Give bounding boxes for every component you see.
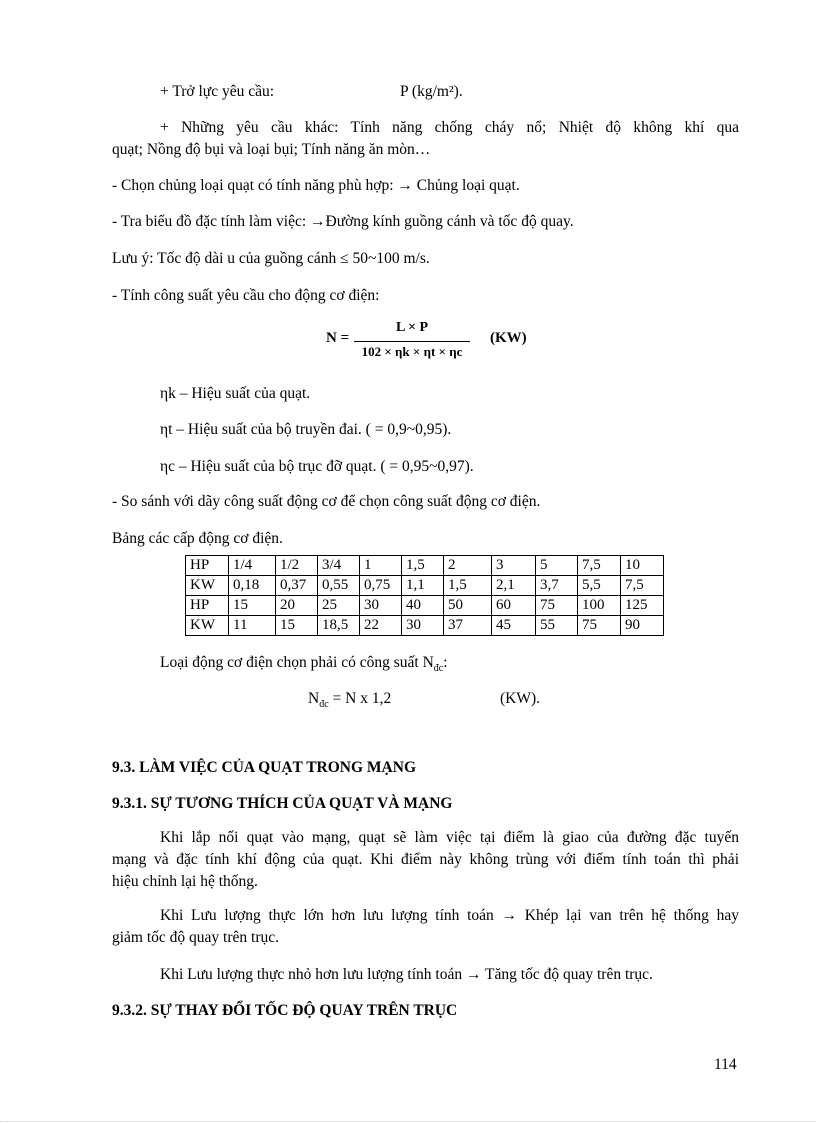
table-cell: 15 [276, 616, 318, 636]
table-cell: 75 [578, 616, 621, 636]
table-cell: 2 [444, 556, 492, 576]
table-cell: 18,5 [318, 616, 360, 636]
table-cell: 0,75 [360, 576, 402, 596]
formula-unit: (KW) [490, 330, 527, 346]
table-cell: 20 [276, 596, 318, 616]
table-cell: 1/2 [276, 556, 318, 576]
table-cell: 30 [402, 616, 444, 636]
other-requirements-line2: quạt; Nồng độ bụi và loại bụi; Tính năng ăn mòn… [112, 141, 431, 158]
section-heading-9-3: 9.3. LÀM VIỆC CỦA QUẠT TRONG MẠNG [112, 759, 416, 776]
table-cell: 1 [360, 556, 402, 576]
equation-lhs: N [308, 690, 320, 707]
efficiency-fan: ηk – Hiệu suất của quạt. [160, 385, 311, 402]
table-cell: 5 [536, 556, 578, 576]
step-choose-fan-type: - Chọn chủng loại quạt có tính năng phù hợp: → Chủng loại quạt. [112, 177, 520, 194]
table-cell: 0,18 [229, 576, 276, 596]
table-cell: 1,5 [402, 556, 444, 576]
equation-subscript: đc [319, 699, 329, 711]
other-requirements-line1: + Những yêu cầu khác: Tính năng chống cháy nổ; Nhiệt độ không khí qua [160, 119, 739, 136]
motor-choice-sentence: Loại động cơ điện chọn phải có công suất N [160, 654, 434, 671]
table-cell: 3,7 [536, 576, 578, 596]
pressure-requirement-value: P (kg/m²). [400, 83, 463, 100]
equation-rhs: = N x 1,2 [328, 690, 392, 707]
page-number: 114 [714, 1056, 737, 1073]
para1-line3: hiệu chỉnh lại hệ thống. [112, 873, 258, 890]
table-row-header: HP [186, 596, 229, 616]
table-cell: 100 [578, 596, 621, 616]
table-cell: 50 [444, 596, 492, 616]
table-cell: 37 [444, 616, 492, 636]
table-cell: 45 [492, 616, 536, 636]
motor-choice-text [160, 653, 448, 679]
table-cell: 40 [402, 596, 444, 616]
formula-numerator: L × P [395, 320, 429, 335]
table-cell: 22 [360, 616, 402, 636]
para1-line1: Khi lắp nối quạt vào mạng, quạt sẽ làm việc tại điểm là giao của đường đặc tuyến [160, 829, 739, 846]
table-row [186, 616, 664, 636]
para1-line2: mạng và đặc tính khí động của quạt. Khi điểm này không trùng với điểm tính toán thì phải [112, 851, 739, 868]
table-caption: Bảng các cấp động cơ điện. [112, 530, 283, 547]
table-cell: 25 [318, 596, 360, 616]
table-cell: 3 [492, 556, 536, 576]
table-cell: 1,1 [402, 576, 444, 596]
motor-choice-colon: : [443, 654, 448, 671]
table-cell: 2,1 [492, 576, 536, 596]
formula-denominator: 102 × ηk × ηt × ηc [361, 344, 463, 359]
pressure-requirement-label: + Trở lực yêu cầu: [160, 83, 275, 100]
table-cell: 1,5 [444, 576, 492, 596]
step-power-calculation: - Tính công suất yêu cầu cho động cơ điện: [112, 287, 380, 304]
compare-motor-power: - So sánh với dãy công suất động cơ để chọn công suất động cơ điện. [112, 493, 541, 510]
table-cell: 1/4 [229, 556, 276, 576]
para2-line2: giảm tốc độ quay trên trục. [112, 929, 280, 946]
table-cell: 10 [621, 556, 664, 576]
table-cell: 5,5 [578, 576, 621, 596]
equation-unit: (KW). [500, 690, 541, 707]
table-row [186, 556, 664, 576]
efficiency-bearing: ηc – Hiệu suất của bộ trục đỡ quạt. ( = 0,95~0,97). [160, 458, 474, 475]
table-row-header: KW [186, 616, 229, 636]
table-cell: 125 [621, 596, 664, 616]
motor-power-table [185, 555, 664, 636]
step-characteristic-chart: - Tra biểu đồ đặc tính làm việc: →Đường kính guồng cánh và tốc độ quay. [112, 213, 574, 230]
para3: Khi Lưu lượng thực nhỏ hơn lưu lượng tính toán → Tăng tốc độ quay trên trục. [160, 966, 653, 983]
table-cell: 0,55 [318, 576, 360, 596]
table-row [186, 576, 664, 596]
table-cell: 55 [536, 616, 578, 636]
table-cell: 75 [536, 596, 578, 616]
power-formula [326, 320, 546, 370]
table-cell: 90 [621, 616, 664, 636]
table-cell: 3/4 [318, 556, 360, 576]
para2-line1: Khi Lưu lượng thực lớn hơn lưu lượng tính toán → Khép lại van trên hệ thống hay [160, 907, 739, 924]
table-cell: 0,37 [276, 576, 318, 596]
table-row-header: HP [186, 556, 229, 576]
table-row [186, 596, 664, 616]
table-cell: 7,5 [578, 556, 621, 576]
table-cell: 30 [360, 596, 402, 616]
table-cell: 15 [229, 596, 276, 616]
table-cell: 7,5 [621, 576, 664, 596]
table-cell: 60 [492, 596, 536, 616]
formula-lhs: N = [326, 330, 350, 346]
note-tip-speed: Lưu ý: Tốc độ dài u của guồng cánh ≤ 50~100 m/s. [112, 250, 430, 267]
fraction-bar [354, 341, 470, 342]
efficiency-belt: ηt – Hiệu suất của bộ truyền đai. ( = 0,9~0,95). [160, 421, 452, 438]
subsection-heading-9-3-2: 9.3.2. SỰ THAY ĐỔI TỐC ĐỘ QUAY TRÊN TRỤC [112, 1002, 458, 1019]
motor-choice-subscript: đc [433, 663, 444, 675]
motor-power-equation [308, 689, 391, 715]
page-bottom-divider [0, 1121, 816, 1122]
table-row-header: KW [186, 576, 229, 596]
table-cell: 11 [229, 616, 276, 636]
subsection-heading-9-3-1: 9.3.1. SỰ TƯƠNG THÍCH CỦA QUẠT VÀ MẠNG [112, 795, 453, 812]
